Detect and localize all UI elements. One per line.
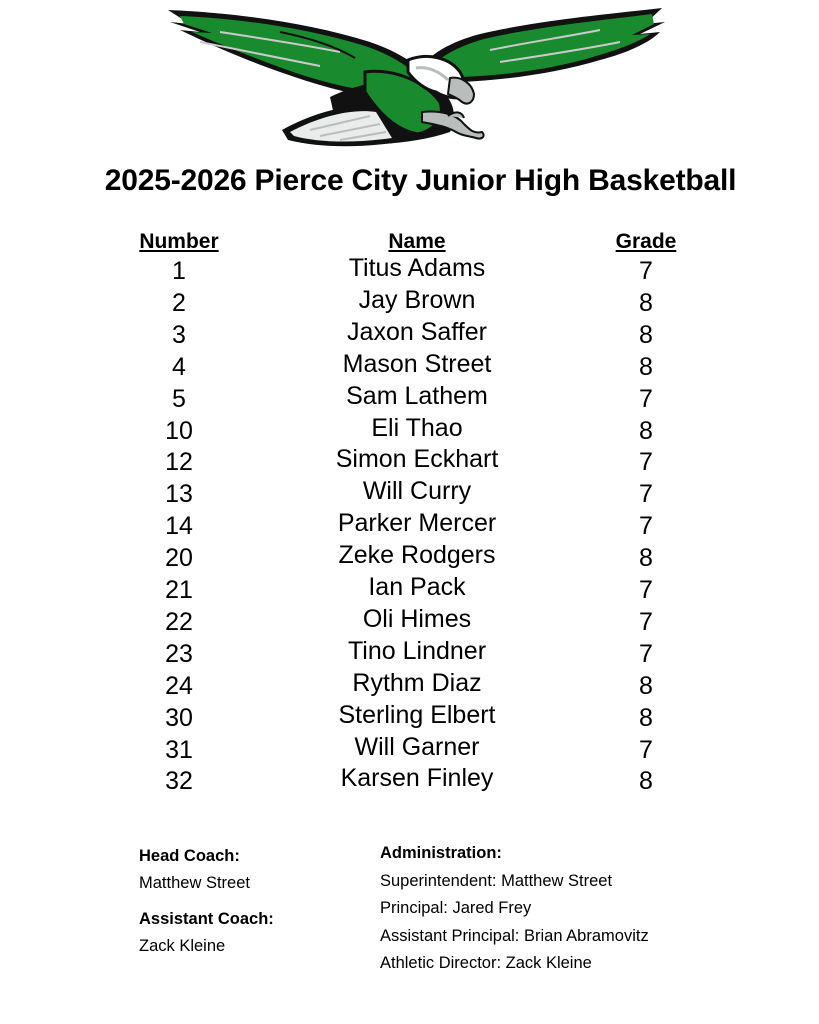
column-header-grade: Grade bbox=[615, 230, 677, 253]
player-number: 32 bbox=[165, 767, 193, 796]
player-grade: 7 bbox=[639, 257, 653, 285]
player-grade: 8 bbox=[639, 288, 653, 317]
player-number: 2 bbox=[172, 288, 186, 317]
player-number: 3 bbox=[172, 320, 186, 349]
player-name: Parker Mercer bbox=[337, 509, 497, 538]
player-grade: 7 bbox=[639, 480, 653, 509]
player-grade: 8 bbox=[639, 544, 653, 573]
player-number: 24 bbox=[165, 671, 193, 700]
player-grade: 8 bbox=[639, 703, 653, 732]
player-grade: 8 bbox=[639, 416, 653, 445]
player-name: Titus Adams bbox=[348, 254, 486, 282]
player-grade: 8 bbox=[639, 352, 653, 381]
player-grade: 7 bbox=[639, 607, 653, 636]
player-number: 13 bbox=[165, 480, 193, 509]
player-number: 1 bbox=[172, 257, 186, 285]
player-name: Will Curry bbox=[362, 477, 472, 506]
player-name: Simon Eckhart bbox=[335, 445, 499, 474]
player-name: Sam Lathem bbox=[346, 381, 488, 410]
player-number: 14 bbox=[165, 512, 193, 541]
player-grade: 7 bbox=[639, 384, 653, 413]
player-name: Ian Pack bbox=[368, 573, 466, 601]
player-grade: 8 bbox=[639, 320, 653, 349]
player-name: Jaxon Saffer bbox=[347, 317, 487, 346]
admin-assistant-principal: Assistant Principal: Brian Abramovitz bbox=[380, 926, 649, 945]
admin-principal: Principal: Jared Frey bbox=[380, 899, 532, 917]
head-coach-label: Head Coach: bbox=[139, 847, 240, 865]
player-number: 21 bbox=[165, 576, 193, 604]
player-name: Tino Lindner bbox=[347, 636, 487, 665]
player-name: Karsen Finley bbox=[340, 764, 494, 793]
administration-label: Administration: bbox=[380, 844, 502, 862]
player-name: Zeke Rodgers bbox=[338, 541, 496, 570]
player-grade: 7 bbox=[639, 448, 653, 477]
player-number: 5 bbox=[172, 384, 186, 413]
player-grade: 8 bbox=[639, 767, 653, 796]
admin-athletic-director: Athletic Director: Zack Kleine bbox=[380, 954, 592, 972]
player-number: 31 bbox=[165, 735, 193, 764]
player-number: 30 bbox=[165, 703, 193, 732]
assistant-coach-label: Assistant Coach: bbox=[139, 910, 274, 928]
administration bbox=[380, 842, 649, 980]
player-grade: 7 bbox=[639, 735, 653, 764]
column-header-number: Number bbox=[139, 230, 219, 253]
player-grade: 7 bbox=[639, 639, 653, 668]
coaching-staff bbox=[139, 845, 274, 960]
player-name: Mason Street bbox=[342, 349, 492, 378]
player-name: Jay Brown bbox=[358, 285, 476, 314]
player-number: 22 bbox=[165, 607, 193, 636]
assistant-coach-name: Zack Kleine bbox=[139, 937, 226, 955]
player-grade: 8 bbox=[639, 671, 653, 700]
player-number: 10 bbox=[165, 416, 193, 445]
column-header-name: Name bbox=[388, 230, 446, 253]
eagle-logo bbox=[160, 2, 670, 150]
player-name: Oli Himes bbox=[362, 604, 472, 633]
player-grade: 7 bbox=[639, 576, 653, 604]
player-name: Sterling Elbert bbox=[338, 700, 496, 729]
player-number: 20 bbox=[165, 544, 193, 573]
page-title: 2025-2026 Pierce City Junior High Basketball bbox=[104, 164, 737, 197]
player-grade: 7 bbox=[639, 512, 653, 541]
player-number: 4 bbox=[172, 352, 186, 381]
head-coach-name: Matthew Street bbox=[139, 874, 250, 892]
player-number: 12 bbox=[165, 448, 193, 477]
admin-superintendent: Superintendent: Matthew Street bbox=[380, 871, 613, 890]
player-name: Rythm Diaz bbox=[352, 668, 482, 697]
eagle-mascot-icon bbox=[160, 2, 670, 150]
player-name: Will Garner bbox=[354, 732, 480, 761]
player-name: Eli Thao bbox=[371, 413, 463, 442]
player-number: 23 bbox=[165, 639, 193, 668]
